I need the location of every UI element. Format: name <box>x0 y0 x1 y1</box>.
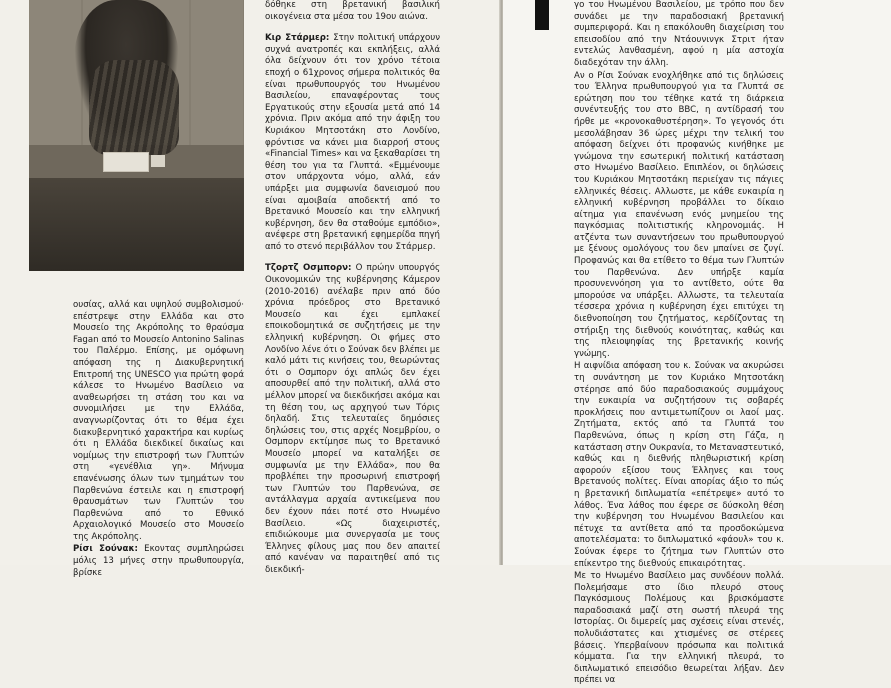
paragraph <box>265 263 440 576</box>
article-column-2 <box>265 0 440 578</box>
paragraph: δόθηκε στη βρετανική βασιλική οικογένεια στα μέσα του 19ου αιώνα. <box>265 0 440 22</box>
paragraph-text: Εκοντας συμπληρώσει μόλις 13 μήνες στην πρωθυπουργία, βρίσκε <box>73 544 244 578</box>
paragraph <box>265 33 440 253</box>
speaker-name: Ρίσι Σούνακ: <box>73 544 138 555</box>
statue-drapery <box>89 60 179 155</box>
paragraph-text: Ο πρώην υπουργός Οικονομικών της κυβέρνησης Κάμερον (2010-2016) ανέλαβε πριν από δύο χρόνια πρόεδρος στο Βρετανικό Μουσείο και έχει εμπλακεί εποικοδομητικά σε συζητήσεις με την ελληνική κυβέρνηση. Οι φήμες στο Λονδίνο λένε ότι ο Σούνακ δεν βλέπει με καλό μάτι τις κινήσεις του, θεωρώντας ότι ο Οσμπορν όχι απλώς δεν έχει αποσυρθεί από την πολιτική, αλλά στο μέλλον μπορεί να διεκδικήσει ακόμα και τη θέση του, ως αρχηγού των Τόρις δηλαδή. Στις τελευταίες δημόσιες δηλώσεις του, στις αρχές Νοεμβρίου, ο Οσμπορν εκτίμησε πως το Βρετανικό Μουσείο μπορεί να καταλήξει σε συμφωνία με την Ελλάδα», που θα προβλέπει την προσωρινή επιστροφή των Γλυπτών του Παρθενώνα, σε αντάλλαγμα αρχαία αντικείμενα που δεν έχουν πάει ποτέ στο Ηνωμένο Βασίλειο. «Ως διαχειριστές, επιδιώκουμε μια συνεργασία με τους Έλληνες φίλους μας που δεν απαιτεί από κανέναν να παραιτηθεί από τις διεκδική- <box>265 263 441 575</box>
speaker-name: Κιρ Στάρμερ: <box>265 33 330 44</box>
paragraph: Με το Ηνωμένο Βασίλειο μας συνδέουν πολλά. Πολεμήσαμε στο ίδιο πλευρό στους Παγκόσμιους Πολέμους και βρισκόμαστε παραδοσιακά μαζί στη σωστή πλευρά της Ιστορίας. Οι διμερείς μας σχέσεις είναι στενές, πολυδιάστατες και χτισμένες σε στέρεες βάσεις. Υπερβαίνουν πρόσωπα και πολιτικά κόμματα. Για την ελληνική πλευρά, το διπλωματικό επεισόδιο θεωρείται λήξαν. Δεν πρέπει να <box>574 571 784 686</box>
paragraph: Αν ο Ρίσι Σούνακ ενοχλήθηκε από τις δηλώσεις του Έλληνα πρωθυπουργού για τα Γλυπτά σε ερώτηση που του τέθηκε κατά τη διάρκεια συνέντευξής του στο BBC, η αντίδρασή του ήρθε με «κρονοκαθυστέρηση». Το γεγονός ότι μεσολάβησαν 36 ώρες μέχρι την τελική του απόφαση δείχνει ότι προφανώς κινήθηκε με γνώμονα την εσωτερική πολιτική κατάσταση στο Ηνωμένο Βασίλειο. Επιπλέον, οι δηλώσεις του Κυριάκου Μητσοτάκη περιείχαν τις πάγιες ελληνικές θέσεις. Αλλωστε, με κάθε ευκαιρία η ελληνική κυβέρνηση προβάλλει το δίκαιο αίτημα για επανένωση ενός μνημείου της παγκόσμιας πολιτιστικής κληρονομιάς. Η ατζέντα των συναντήσεων του πρωθυπουργού με ξένους ομολόγους του δεν μπαίνει σε ζυγί. Προφανώς και θα ετίθετο το θέμα των Γλυπτών του Παρθενώνα. Δεν υπήρξε καμία προσυνεννόηση για το αντίθετο, ούτε θα μπορούσε να υπάρξει. Αλλωστε, τα τελευταία τέσσερα χρόνια η κυβέρνηση έχει επιτύχει τη διεθνοποίηση του ζητήματος, κερδίζοντας τη στήριξη της διεθνούς κοινότητας, καθώς και της πλειοψηφίας της βρετανικής κοινής γνώμης. <box>574 70 784 359</box>
left-page <box>0 0 500 578</box>
paragraph: Η αιφνίδια απόφαση του κ. Σούνακ να ακυρώσει τη συνάντηση με τον Κυριάκο Μητσοτάκη στέρησε από δύο παραδοσιακούς συμμάχους την ευκαιρία να συζητήσουν τις σοβαρές προκλήσεις που αντιμετωπίζουν οι λαοί μας. Ζητήματα, εκτός από τα Γλυπτά του Παρθενώνα, όπως η κρίση στη Γάζα, η κατάσταση στην Ουκρανία, το Μεταναστευτικό, καθώς και η διεθνής πληθωριστική κρίση αφορούν εξίσου τους Έλληνες και τους Βρετανούς πολίτες. Είναι απορίας άξιο το πώς η βρετανική διπλωματία «επέτρεψε» αυτό το λάθος. Ένα λάθος που έφερε σε δύσκολη θέση την κυβέρνηση του Ηνωμένου Βασιλείου και πέτυχε τα αντίθετα από τα προσδοκώμενα αποτελέσματα: το διπλωματικό «φάουλ» του κ. Σούνακ έφερε το ζήτημα των Γλυπτών στο επίκεντρο της διεθνούς επικαιρότητας. <box>574 361 784 569</box>
pedestal <box>29 178 244 271</box>
paragraph <box>73 544 244 579</box>
black-marker-bar <box>535 0 549 30</box>
museum-small-label <box>151 155 165 167</box>
article-column-1 <box>73 300 244 580</box>
speaker-name: Τζορτζ Οσμπορν: <box>265 263 352 274</box>
right-page <box>503 0 891 686</box>
paragraph-text: Στην πολιτική υπάρχουν συχνά ανατροπές και εκπλήξεις, αλλά όλα δείχνουν ότι τον χρόνο τέτοια εποχή ο 61χρονος σήμερα πολιτικός θα είναι πρωθυπουργός του Ηνωμένου Βασιλείου, επαναφέροντας τους Εργατικούς στην εξουσία μετά από 14 χρόνια. Πριν ακόμα από την άφιξη του Κυριάκου Μητσοτάκη στο Λονδίνο, φρόντισε να κάνει μια διαρροή στους «Financial Times» και να ξεκαθαρίσει τη θέση του για τα Γλυπτά. «Εμμένουμε στον υπάρχοντα νόμο, αλλά, εάν υπάρξει μια συμφωνία δανεισμού που είναι αμοιβαία αποδεκτή από το Βρετανικό Μουσείο και την ελληνική κυβέρνηση, δεν θα σταθούμε εμπόδιο», ανέφερε στη βρετανική εφημερίδα πηγή από το στενό περιβάλλον του Στάρμερ. <box>265 33 440 252</box>
paragraph: ουσίας, αλλά και υψηλού συμβολισμού· επέστρεψε στην Ελλάδα και στο Μουσείο της Ακρόπολης το θραύσμα Fagan από το Μουσείο Antonino Salinas του Παλέρμο. Επίσης, με ομόφωνη απόφαση της η Διακυβερνητική Επιτροπή της UNESCO για πρώτη φορά κάλεσε το Ηνωμένο Βασίλειο να αναθεωρήσει τη στάση του και να συνομιλήσει με την Ελλάδα, αναγνωρίζοντας ότι το θέμα έχει διακυβερνητικό χαρακτήρα και κυρίως ότι η Ελλάδα διεκδικεί δικαίως και νομίμως την επιστροφή των Γλυπτών στη «γενέθλια γη». Μήνυμα επανένωσης όλων των τμημάτων του Παρθενώνα έστειλε και η επιστροφή θραυσμάτων των Γλυπτών του Παρθενώνα από το Εθνικό Αρχαιολογικό Μουσείο στο Μουσείο της Ακρόπολης. <box>73 300 244 542</box>
statue-photo <box>29 0 244 271</box>
article-column-3 <box>574 0 784 688</box>
museum-label-plate <box>103 152 149 172</box>
paragraph: γο του Ηνωμένου Βασιλείου, με τρόπο που δεν συνάδει με την παραδοσιακή βρετανική συμπεριφορά. Και η επακόλουθη διαχείριση του επεισοδίου από την Ντάουνινγκ Στριτ ήταν εντελώς λανθασμένη, αφού η μία αστοχία διαδεχόταν την άλλη. <box>574 0 784 68</box>
